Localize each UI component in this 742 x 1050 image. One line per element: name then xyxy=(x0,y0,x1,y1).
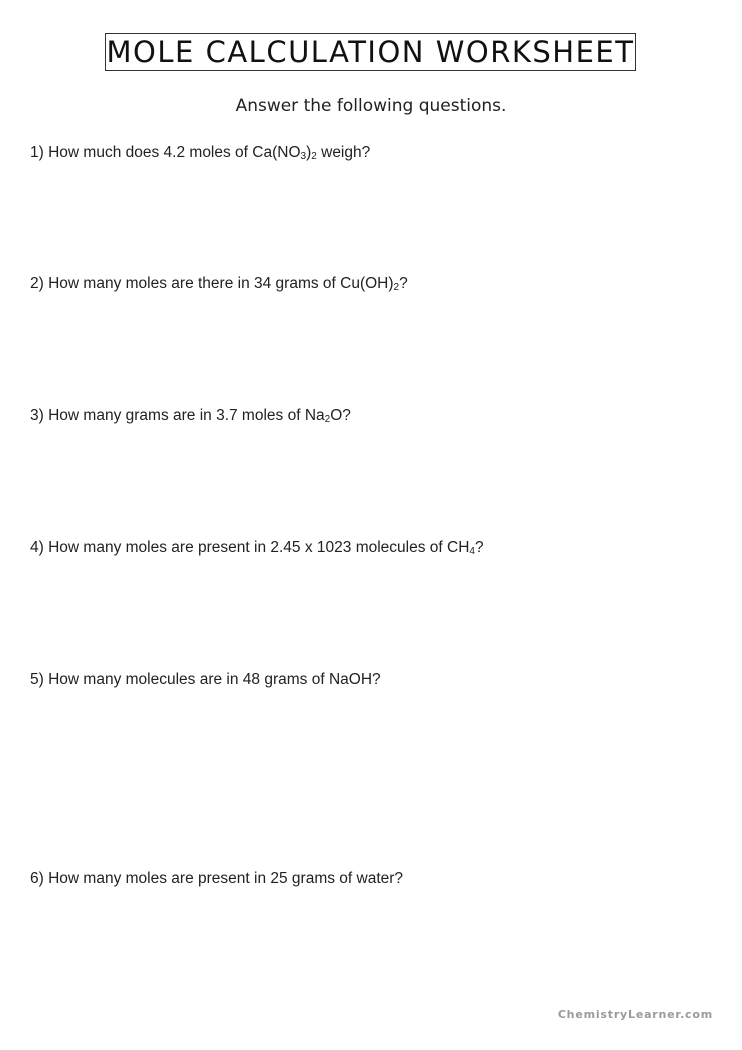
question-text: How many grams are in 3.7 moles of Na xyxy=(48,407,325,424)
question-number: 2) xyxy=(30,275,44,292)
question-number: 3) xyxy=(30,407,44,424)
question-6 xyxy=(30,870,403,888)
question-2 xyxy=(30,275,408,293)
question-1 xyxy=(30,144,370,162)
question-text: How many moles are present in 25 grams of water? xyxy=(48,870,404,887)
question-text: ? xyxy=(474,539,484,556)
instructions: Answer the following questions. xyxy=(235,96,507,116)
question-4 xyxy=(30,539,484,557)
question-text: How much does 4.2 moles of Ca(NO xyxy=(48,144,301,161)
question-text: How many molecules are in 48 grams of NaOH? xyxy=(48,671,381,688)
footer-brand: ChemistryLearner.com xyxy=(557,1008,713,1021)
question-text: How many moles are there in 34 grams of Cu(OH) xyxy=(48,275,394,292)
subscript: 2 xyxy=(393,282,400,293)
question-3 xyxy=(30,407,351,425)
subscript: 2 xyxy=(311,151,317,162)
question-text: How many moles are present in 2.45 x 1023 molecules of CH xyxy=(48,539,470,556)
subscript: 3 xyxy=(300,151,307,162)
question-number: 6) xyxy=(30,870,44,887)
worksheet-title: MOLE CALCULATION WORKSHEET xyxy=(106,35,635,69)
question-5 xyxy=(30,671,381,689)
question-text: ) xyxy=(306,144,312,161)
question-text: weigh? xyxy=(316,144,371,161)
title-box xyxy=(105,33,636,71)
question-text: ? xyxy=(399,275,408,292)
question-number: 5) xyxy=(30,671,44,688)
subscript: 4 xyxy=(469,546,475,557)
question-number: 1) xyxy=(30,144,44,161)
subscript: 2 xyxy=(324,414,331,425)
question-number: 4) xyxy=(30,539,44,556)
question-text: O? xyxy=(330,407,351,424)
